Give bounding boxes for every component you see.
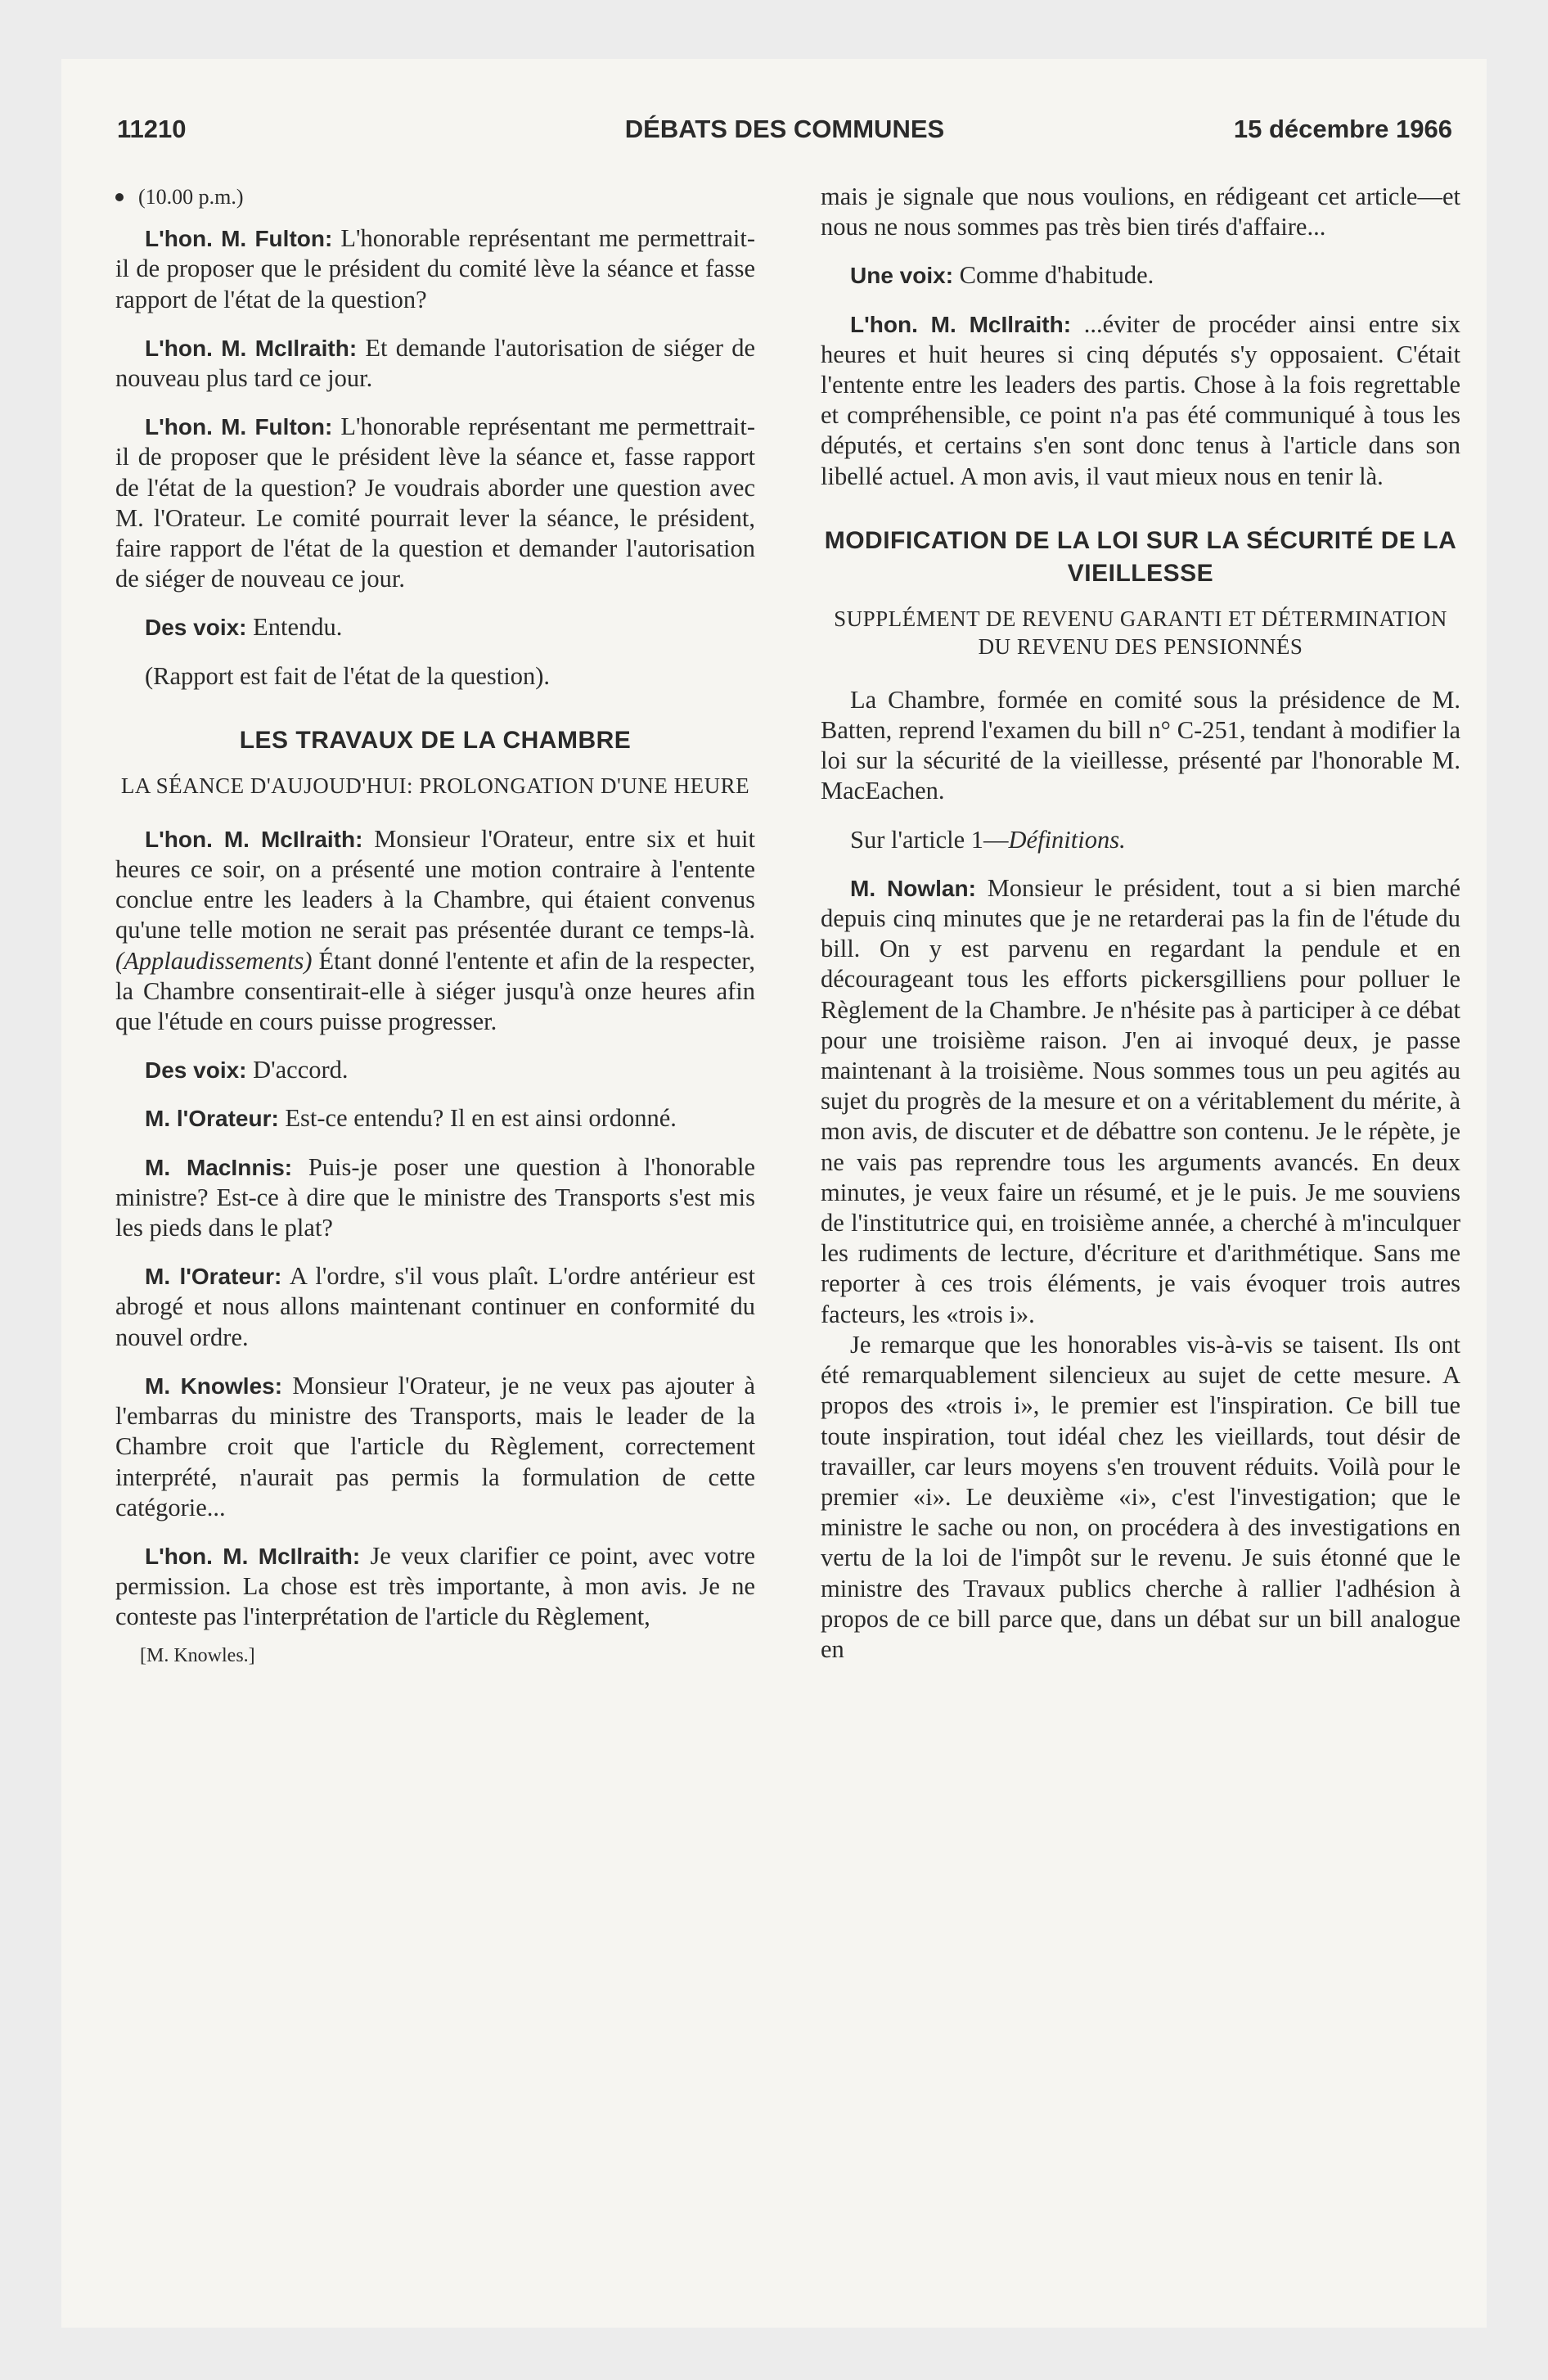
speech-text: Monsieur le président, tout a si bien marché depuis cinq minutes que je ne retarderai pas la fin de l'étude du bill. On y est parvenu en regardant la pendule et en décourageant tous les efforts pickersgilliens pour polluer le Règlement de la Chambre. Je n'hésite pas à participer à ce débat pour une troisième raison. J'en ai invoqué deux, je passe maintenant à la troisième. Nous sommes tous un peu agités au sujet du progrès de la mesure et on a véritablement du mérite, à mon avis, de discuter et de débattre son contenu. Je le répète, je ne vais pas reprendre tous les arguments avancés. En deux minutes, je veux faire un résumé, et je le puis. Je me souviens de l'institutrice qui, en troisième année, a cherché à m'inculquer les rudiments de lecture, d'écriture et d'arithmétique. Sans me reporter à ces trois éléments, je vais évoquer trois autres facteurs, les «trois i».	[821, 873, 1460, 1328]
right-column	[821, 182, 1460, 1683]
time-text: (10.00 p.m.)	[138, 185, 244, 209]
speech-paragraph	[821, 873, 1460, 1330]
speech-paragraph	[115, 1371, 755, 1523]
speech-text: L'honorable représentant me permettrait-il de proposer que le président du comité lève la séance et fasse rapport de l'état de la question?	[115, 224, 755, 313]
speaker-name: L'hon. M. McIlraith:	[145, 826, 363, 852]
speaker-name: L'hon. M. McIlraith:	[850, 311, 1072, 337]
speech-text: Monsieur l'Orateur, je ne veux pas ajouter à l'embarras du ministre des Transports, mais le leader de la Chambre croit que l'article du Règlement, correctement interprété, n'aurait pas permis la formulation de cette catégorie...	[115, 1371, 755, 1521]
speech-text: Étant donné l'entente et afin de la respecter, la Chambre consentirait-elle à siéger jusqu'à onze heures afin que l'étude en cours puisse progresser.	[115, 946, 755, 1036]
speech-paragraph	[115, 824, 755, 1037]
speaker-name: L'hon. M. McIlraith:	[145, 335, 358, 361]
section-heading: LES TRAVAUX DE LA CHAMBRE	[239, 726, 632, 754]
document-page	[61, 59, 1487, 2328]
page-number: 11210	[117, 115, 187, 143]
speaker-signature: [M. Knowles.]	[140, 1644, 255, 1666]
speech-paragraph	[115, 1152, 755, 1244]
speech-text: D'accord.	[246, 1056, 349, 1084]
speaker-name: Des voix:	[145, 1057, 247, 1084]
article-label: Sur l'article 1—	[850, 825, 1009, 854]
speech-text: Comme d'habitude.	[953, 261, 1154, 290]
section-heading: MODIFICATION DE LA LOI SUR LA SÉCURITÉ DE LA VIEILLESSE	[824, 526, 1457, 587]
speaker-name: L'hon. M. Fulton:	[145, 414, 333, 440]
speech-paragraph	[821, 309, 1460, 492]
speaker-name: M. l'Orateur:	[145, 1106, 279, 1132]
speech-text: Je veux clarifier ce point, avec votre permission. La chose est très importante, à mon avis. Je ne conteste pas l'interprétation de l'article du Règlement,	[115, 1541, 755, 1631]
speaker-name: Des voix:	[145, 615, 247, 641]
speech-text: Puis-je poser une question à l'honorable ministre? Est-ce à dire que le ministre des Transports s'est mis les pieds dans le plat?	[115, 1152, 755, 1242]
speech-paragraph	[115, 612, 755, 642]
speech-paragraph	[115, 412, 755, 594]
bullet-icon	[115, 193, 124, 201]
speech-text: Et demande l'autorisation de siéger de nouveau plus tard ce jour.	[115, 333, 756, 393]
section-subheading: SUPPLÉMENT DE REVENU GARANTI ET DÉTERMINATION DU REVENU DES PENSIONNÉS	[834, 606, 1447, 659]
speech-text: Monsieur l'Orateur, entre six et huit heures ce soir, on a présenté une motion contraire à l'entente conclue entre les leaders à la Chambre, qui étaient convenus qu'une telle motion ne serait pas présentée durant ce temps-là.	[115, 824, 755, 944]
speaker-name: M. MacInnis:	[145, 1154, 293, 1180]
speaker-name: M. l'Orateur:	[145, 1264, 282, 1290]
speech-continuation: mais je signale que nous voulions, en rédigeant cet article—et nous ne nous sommes pas très bien tirés d'affaire...	[821, 183, 1460, 241]
speech-paragraph	[115, 333, 755, 394]
speaker-name: M. Knowles:	[145, 1373, 283, 1399]
page-header	[117, 115, 1452, 156]
speaker-name: L'hon. M. McIlraith:	[145, 1543, 361, 1569]
time-marker	[115, 182, 755, 212]
speech-text: Est-ce entendu? Il en est ainsi ordonné.	[278, 1104, 677, 1133]
speech-paragraph	[115, 1261, 755, 1353]
applause-note: (Applaudissements)	[115, 946, 313, 975]
speech-paragraph: Je remarque que les honorables vis-à-vis se taisent. Ils ont été remarquablement silencieux au sujet de cette mesure. A propos des «trois i», le premier est l'inspiration. Ce bill tue toute inspiration, tout idéal chez les vieillards, tout désir de travailler, car leurs moyens s'en trouvent réduits. Voilà pour le premier «i». Le deuxième «i», c'est l'investigation; que le ministre le sache ou non, on procédera à des investigations en vertu de la loi de l'impôt sur le revenu. Je suis étonné que le ministre des Travaux publics cherche à rallier l'adhésion à propos de ce bill parce que, dans un débat sur un bill analogue en	[821, 1330, 1460, 1663]
speaker-name: L'hon. M. Fulton:	[145, 226, 333, 252]
speaker-name: Une voix:	[850, 263, 954, 289]
speech-text: Entendu.	[246, 613, 343, 642]
speech-paragraph	[821, 260, 1460, 291]
header-date: 15 décembre 1966	[1233, 115, 1452, 143]
procedural-note: (Rapport est fait de l'état de la question).	[145, 661, 551, 690]
speech-paragraph	[115, 1541, 755, 1633]
speech-paragraph	[115, 1103, 755, 1134]
speech-paragraph	[115, 223, 755, 315]
speech-paragraph	[115, 1055, 755, 1085]
speech-text: A l'ordre, s'il vous plaît. L'ordre antérieur est abrogé et nous allons maintenant continuer en conformité du nouvel ordre.	[115, 1262, 755, 1351]
speech-text: ...éviter de procéder ainsi entre six heures et huit heures si cinq députés s'y opposaient. C'était l'entente entre les leaders des partis. Chose à la fois regrettable et compréhensible, ce point n'a pas été communiqué à tous les députés, et certains s'en sont donc tenus à l'article dans son libellé actuel. A mon avis, il vaut mieux nous en tenir là.	[821, 309, 1461, 490]
article-title: Définitions.	[1008, 825, 1126, 854]
article-line	[821, 825, 1460, 855]
section-subheading: LA SÉANCE D'AUJOUD'HUI: PROLONGATION D'UNE HEURE	[120, 773, 750, 798]
left-column	[115, 182, 755, 1671]
publication-title: DÉBATS DES COMMUNES	[624, 115, 945, 143]
speaker-name: M. Nowlan:	[850, 875, 976, 901]
procedural-note: La Chambre, formée en comité sous la présidence de M. Batten, reprend l'examen du bill n° C-251, tendant à modifier la loi sur la sécurité de la vieillesse, présenté par l'honorable M. MacEachen.	[821, 685, 1460, 805]
speech-text: L'honorable représentant me permettrait-il de proposer que le président lève la séance et, fasse rapport de l'état de la question? Je voudrais aborder une question avec M. l'Orateur. Le comité pourrait lever la séance, le président, faire rapport de l'état de la question et demander l'autorisation de siéger de nouveau ce jour.	[115, 412, 755, 593]
